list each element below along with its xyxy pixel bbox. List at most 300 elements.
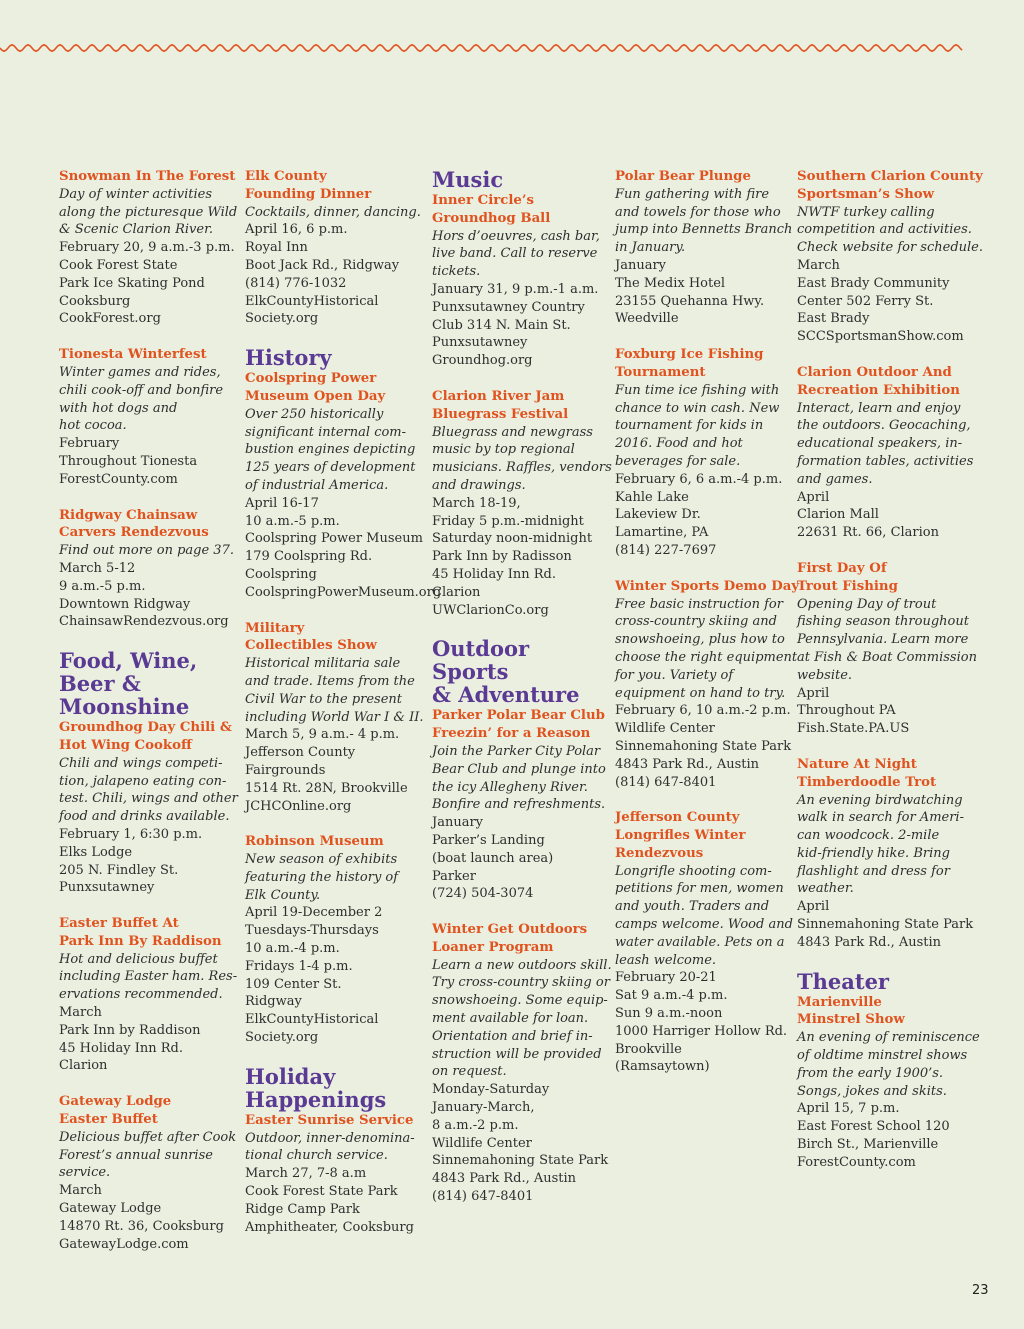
event-description-line: Join the Parker City Polar — [432, 743, 601, 759]
event-title-line: Winter Sports Demo Day — [615, 578, 800, 594]
event-detail-line: Cooksburg — [59, 293, 131, 309]
event-detail-line: Groundhog.org — [432, 353, 533, 369]
event-detail-line: 205 N. Findley St. — [59, 862, 179, 878]
event-detail-line: Sat 9 a.m.-4 p.m. — [615, 988, 728, 1004]
event-detail-line: 8 a.m.-2 p.m. — [432, 1117, 519, 1133]
event-entry — [245, 620, 424, 816]
event-detail-line: 23155 Quehanna Hwy. — [615, 293, 765, 309]
section-heading — [245, 1065, 417, 1111]
event-detail-line: Punxsutawney — [432, 335, 528, 351]
event-title-line: Founding Dinner — [245, 186, 372, 202]
event-title-line: Hot Wing Cookoff — [59, 737, 192, 753]
event-detail-line: March — [797, 257, 840, 273]
event-description-line: An evening birdwatching — [797, 792, 963, 808]
event-description-line: Pennsylvania. Learn more — [797, 632, 969, 648]
event-description-line: and youth. Traders and — [615, 899, 770, 915]
event-title-line: Recreation Exhibition — [797, 382, 960, 398]
event-detail-line: April — [797, 685, 830, 701]
event-description-line: Try cross-country skiing or — [432, 975, 610, 991]
section-heading — [245, 346, 417, 369]
event-detail-line: ElkCountyHistorical — [245, 1012, 379, 1028]
section-heading-line: Holiday — [245, 1063, 336, 1089]
event-detail-line: Society.org — [245, 311, 319, 327]
event-detail-line: Tuesdays-Thursdays — [245, 923, 379, 939]
event-description-line: along the picturesque Wild — [59, 204, 238, 220]
event-detail-line: Sinnemahoning State Park — [797, 917, 974, 933]
event-description-line: competition and activities. — [797, 222, 972, 238]
event-description-line: Free basic instruction for — [615, 596, 783, 612]
event-detail-line: Jefferson County — [245, 745, 356, 761]
event-description-line: and trade. Items from the — [245, 673, 415, 689]
event-description-line: hot cocoa. — [59, 418, 127, 434]
event-description-line: Day of winter activities — [59, 186, 213, 202]
event-detail-line: Kahle Lake — [615, 489, 689, 505]
event-detail-line: 9 a.m.-5 p.m. — [59, 578, 146, 594]
event-description-line: the icy Allegheny River. — [432, 779, 588, 795]
event-description-line: snowshoeing, plus how to — [615, 632, 785, 648]
event-title-line: Southern Clarion County — [797, 169, 983, 184]
event-detail-line: 4843 Park Rd., Austin — [432, 1171, 577, 1187]
event-title-line: Coolspring Power — [245, 371, 377, 387]
event-detail-line: February 20, 9 a.m.-3 p.m. — [59, 240, 235, 256]
event-detail-line: Saturday noon-midnight — [432, 531, 593, 547]
event-description-line: tournament for kids in — [615, 418, 764, 434]
event-description-line: tion, jalapeno eating con- — [59, 773, 227, 789]
event-detail-line: Park Inn by Raddison — [59, 1022, 201, 1038]
event-title-line: Trout Fishing — [797, 578, 898, 594]
event-detail-line: Birch St., Marienville — [797, 1137, 939, 1153]
event-entry — [59, 1093, 237, 1253]
event-description-line: & Scenic Clarion River. — [59, 222, 213, 238]
event-detail-line: Monday-Saturday — [432, 1082, 550, 1098]
event-detail-line: East Brady Community — [797, 275, 950, 291]
event-description-line: Bear Club and plunge into — [432, 761, 606, 777]
event-description-line: Fun time ice fishing with — [615, 382, 780, 398]
event-description-line: with hot dogs and — [59, 400, 178, 416]
event-description-line: educational speakers, in- — [797, 436, 963, 452]
event-description-line: Find out more on page 37. — [59, 543, 234, 559]
event-detail-line: (814) 647-8401 — [432, 1189, 534, 1205]
event-detail-line: SCCSportsmanShow.com — [797, 329, 964, 345]
event-detail-line: ElkCountyHistorical — [245, 293, 379, 309]
event-detail-line: March 5-12 — [59, 560, 136, 576]
event-detail-line: Elks Lodge — [59, 844, 133, 860]
event-title-line: Minstrel Show — [797, 1012, 905, 1028]
event-description-line: and drawings. — [432, 477, 526, 493]
event-detail-line: March 18-19, — [432, 495, 521, 511]
event-title-line: Museum Open Day — [245, 388, 386, 404]
event-description-line: Check website for schedule. — [797, 240, 984, 256]
section-heading-line: Music — [432, 167, 504, 192]
event-detail-line: ChainsawRendezvous.org — [59, 614, 229, 630]
event-title-line: Park Inn By Raddison — [59, 933, 222, 949]
event-detail-line: Fridays 1-4 p.m. — [245, 958, 353, 974]
event-column-5 — [797, 168, 984, 1190]
event-description-line: Hors d’oeuvres, cash bar, — [432, 228, 600, 244]
event-description-line: beverages for sale. — [615, 453, 741, 469]
event-description-line: of industrial America. — [245, 477, 389, 493]
event-detail-line: 179 Coolspring Rd. — [245, 549, 373, 565]
event-description-line: at Fish & Boat Commission — [797, 649, 977, 665]
section-heading-line: Food, Wine, — [59, 648, 198, 674]
event-detail-line: Punxsutawney — [59, 880, 155, 896]
section-heading-line: Beer & — [59, 671, 141, 697]
event-description-line: the outdoors. Geocaching, — [797, 418, 971, 434]
event-title-line: Groundhog Ball — [432, 210, 551, 226]
event-description-line: petitions for men, women — [615, 881, 784, 897]
event-detail-line: Ridgway — [245, 994, 302, 1010]
event-detail-line: Clarion — [432, 584, 481, 600]
event-detail-line: Friday 5 p.m.-midnight — [432, 513, 584, 529]
event-description-line: Delicious buffet after Cook — [59, 1129, 237, 1145]
event-detail-line: Lamartine, PA — [615, 525, 709, 541]
section-heading-line: Moonshine — [59, 694, 190, 720]
section-heading — [432, 637, 604, 706]
event-column-3 — [432, 167, 612, 1224]
event-description-line: on request. — [432, 1064, 507, 1080]
event-description-line: Cocktails, dinner, dancing. — [245, 204, 421, 220]
event-description-line: significant internal com- — [245, 424, 407, 440]
event-title-line: Longrifles Winter — [615, 828, 746, 844]
event-description-line: live band. Call to reserve — [432, 246, 598, 262]
event-description-line: Forest’s annual sunrise — [59, 1147, 213, 1163]
event-description-line: can woodcock. 2-mile — [797, 828, 940, 844]
event-title-line: Military — [245, 620, 305, 636]
event-description-line: choose the right equipment — [615, 649, 798, 665]
event-detail-line: Parker — [432, 868, 476, 884]
section-heading-line: Outdoor Sports — [432, 636, 530, 685]
event-description-line: website. — [797, 667, 853, 683]
event-description-line: Fun gathering with fire — [615, 186, 770, 202]
event-title-line: Easter Sunrise Service — [245, 1112, 414, 1128]
event-title-line: Elk County — [245, 169, 327, 184]
event-description-line: struction will be provided — [432, 1046, 602, 1062]
event-detail-line: Royal Inn — [245, 240, 308, 256]
event-detail-line: 10 a.m.-5 p.m. — [245, 513, 340, 529]
event-description-line: Historical militaria sale — [245, 656, 401, 672]
event-detail-line: February 20-21 — [615, 970, 717, 986]
event-description-line: formation tables, activities — [797, 453, 974, 469]
event-title-line: Groundhog Day Chili & — [59, 720, 232, 736]
event-title-line: Collectibles Show — [245, 638, 377, 654]
event-detail-line: GatewayLodge.com — [59, 1236, 189, 1252]
event-detail-line: Coolspring — [245, 566, 317, 582]
decorative-wave-border — [0, 30, 1024, 60]
event-detail-line: April 16-17 — [245, 495, 319, 511]
event-detail-line: March — [59, 1183, 102, 1199]
event-description-line: Hot and delicious buffet — [59, 951, 218, 967]
event-description-line: from the early 1900’s. — [797, 1065, 944, 1081]
event-entry — [432, 921, 612, 1206]
event-entry — [59, 719, 238, 897]
event-entry — [59, 346, 231, 488]
event-detail-line: The Medix Hotel — [615, 275, 726, 291]
event-title-line: Easter Buffet At — [59, 916, 179, 932]
event-description-line: featuring the history of — [245, 869, 399, 885]
event-title-line: Sportsman’s Show — [797, 186, 935, 202]
event-description-line: tickets. — [432, 264, 481, 280]
event-detail-line: February — [59, 436, 120, 452]
event-detail-line: Wildlife Center — [432, 1135, 532, 1151]
event-description-line: New season of exhibits — [245, 852, 398, 868]
event-detail-line: Ridge Camp Park — [245, 1201, 360, 1217]
event-description-line: Elk County. — [245, 887, 321, 903]
event-detail-line: (Ramsaytown) — [615, 1059, 710, 1075]
event-description-line: flashlight and dress for — [797, 863, 950, 879]
event-detail-line: ForestCounty.com — [59, 471, 178, 487]
event-detail-line: Wildlife Center — [615, 721, 715, 737]
event-detail-line: April 19-December 2 — [245, 905, 383, 921]
event-title-line: Freezin’ for a Reason — [432, 726, 591, 742]
event-description-line: snowshoeing. Some equip- — [432, 993, 608, 1009]
event-title-line: Nature At Night — [797, 756, 917, 772]
event-description-line: Outdoor, inner-denomina- — [245, 1130, 415, 1146]
event-entry — [797, 364, 974, 542]
event-description-line: cross-country skiing and — [615, 614, 777, 630]
event-detail-line: Throughout PA — [797, 703, 896, 719]
event-title-line: Marienville — [797, 994, 882, 1010]
event-description-line: Songs, jokes and skits. — [797, 1083, 947, 1099]
event-entry — [245, 1112, 417, 1237]
event-description-line: weather. — [797, 881, 854, 897]
event-detail-line: ForestCounty.com — [797, 1154, 916, 1170]
event-description-line: music by top regional — [432, 442, 575, 458]
event-detail-line: Coolspring Power Museum — [245, 531, 423, 547]
event-description-line: in January. — [615, 240, 686, 256]
event-detail-line: Boot Jack Rd., Ridgway — [245, 257, 400, 273]
event-title-line: Tournament — [615, 364, 706, 380]
event-detail-line: April 16, 6 p.m. — [245, 222, 348, 238]
event-detail-line: CookForest.org — [59, 311, 161, 327]
event-entry — [432, 192, 604, 370]
event-description-line: bustion engines depicting — [245, 442, 416, 458]
event-description-line: Bonfire and refreshments. — [432, 797, 606, 813]
event-description-line: and towels for those who — [615, 204, 781, 220]
event-column-2 — [245, 168, 442, 1254]
section-heading-line: & Adventure — [432, 682, 580, 708]
event-description-line: Learn a new outdoors skill. — [432, 957, 612, 973]
event-entry — [432, 388, 612, 619]
event-detail-line: Lakeview Dr. — [615, 507, 701, 523]
event-detail-line: Park Inn by Radisson — [432, 549, 572, 565]
event-description-line: leash welcome. — [615, 952, 717, 968]
event-detail-line: (814) 647-8401 — [615, 774, 717, 790]
event-detail-line: 22631 Rt. 66, Clarion — [797, 525, 939, 541]
event-description-line: including World War I & II. — [245, 709, 424, 725]
event-description-line: jump into Bennetts Branch — [615, 222, 793, 238]
section-heading — [797, 970, 969, 993]
event-detail-line: January — [615, 257, 667, 273]
event-detail-line: March 5, 9 a.m.- 4 p.m. — [245, 727, 400, 743]
section-heading-line: Happenings — [245, 1086, 387, 1112]
event-description-line: walk in search for Ameri- — [797, 810, 964, 826]
event-title-line: Carvers Rendezvous — [59, 525, 209, 541]
event-title-line: Clarion River Jam — [432, 388, 565, 404]
event-detail-line: UWClarionCo.org — [432, 602, 549, 618]
event-entry — [797, 168, 984, 346]
event-title-line: Winter Get Outdoors — [432, 922, 588, 938]
event-detail-line: January 31, 9 p.m.-1 a.m. — [432, 281, 599, 297]
event-detail-line: February 6, 6 a.m.-4 p.m. — [615, 471, 783, 487]
event-description-line: test. Chili, wings and other — [59, 791, 238, 807]
event-entry — [615, 168, 793, 328]
event-description-line: tional church service. — [245, 1148, 388, 1164]
event-detail-line: 10 a.m.-4 p.m. — [245, 941, 340, 957]
event-detail-line: Sinnemahoning State Park — [432, 1153, 609, 1169]
event-entry — [615, 809, 793, 1076]
event-description-line: Interact, learn and enjoy — [797, 400, 961, 416]
event-title-line: Tionesta Winterfest — [59, 347, 207, 363]
event-entry — [615, 578, 800, 792]
event-description-line: Winter games and rides, — [59, 364, 221, 380]
event-description-line: food and drinks available. — [59, 809, 230, 825]
event-description-line: NWTF turkey calling — [797, 204, 935, 220]
event-detail-line: Throughout Tionesta — [59, 453, 198, 469]
event-description-line: fishing season throughout — [797, 614, 969, 630]
event-detail-line: 1000 Harriger Hollow Rd. — [615, 1023, 788, 1039]
event-description-line: musicians. Raffles, vendors — [432, 460, 612, 476]
event-entry — [245, 370, 442, 601]
event-description-line: 2016. Food and hot — [615, 436, 743, 452]
event-description-line: and games. — [797, 471, 873, 487]
event-title-line: Gateway Lodge — [59, 1094, 172, 1110]
event-detail-line: Fairgrounds — [245, 762, 326, 778]
event-description-line: Longrifle shooting com- — [615, 863, 772, 879]
event-title-line: Timberdoodle Trot — [797, 774, 937, 790]
event-detail-line: Cook Forest State Park — [245, 1184, 398, 1200]
event-title-line: Rendezvous — [615, 845, 704, 861]
event-detail-line: 1514 Rt. 28N, Brookville — [245, 780, 408, 796]
event-column-4 — [615, 168, 800, 1094]
event-detail-line: East Brady — [797, 311, 870, 327]
event-detail-line: Sinnemahoning State Park — [615, 738, 792, 754]
event-description-line: including Easter ham. Res- — [59, 969, 238, 985]
event-entry — [59, 507, 234, 632]
event-title-line: Inner Circle’s — [432, 193, 535, 208]
event-detail-line: April — [797, 899, 830, 915]
event-detail-line: 14870 Rt. 36, Cooksburg — [59, 1218, 224, 1234]
event-description-line: Civil War to the present — [245, 691, 403, 707]
event-entry — [245, 168, 421, 328]
event-title-line: First Day Of — [797, 560, 887, 576]
event-entry — [615, 346, 787, 560]
section-heading-line: History — [245, 345, 332, 371]
event-description-line: ervations recommended. — [59, 987, 223, 1003]
event-detail-line: 45 Holiday Inn Rd. — [432, 566, 556, 582]
event-detail-line: Society.org — [245, 1030, 319, 1046]
event-detail-line: February 6, 10 a.m.-2 p.m. — [615, 703, 791, 719]
event-description-line: Opening Day of trout — [797, 596, 937, 612]
event-detail-line: Downtown Ridgway — [59, 596, 191, 612]
event-title-line: Snowman In The Forest — [59, 169, 236, 184]
event-detail-line: CoolspringPowerMuseum.org — [245, 584, 442, 600]
event-detail-line: JCHCOnline.org — [245, 798, 352, 814]
event-entry — [59, 168, 238, 328]
event-detail-line: (724) 504-3074 — [432, 886, 534, 902]
event-entry — [797, 994, 980, 1172]
event-description-line: Orientation and brief in- — [432, 1028, 593, 1044]
event-detail-line: Center 502 Ferry St. — [797, 293, 934, 309]
event-description-line: water available. Pets on a — [615, 934, 785, 950]
event-detail-line: 109 Center St. — [245, 976, 342, 992]
section-heading — [432, 168, 604, 191]
event-title-line: Loaner Program — [432, 939, 554, 955]
event-title-line: Bluegrass Festival — [432, 406, 569, 422]
event-detail-line: Amphitheater, Cooksburg — [245, 1219, 414, 1235]
event-entry — [797, 756, 974, 952]
event-description-line: chili cook-off and bonfire — [59, 382, 224, 398]
section-heading-line: Theater — [797, 968, 889, 994]
event-title-line: Polar Bear Plunge — [615, 169, 751, 184]
event-detail-line: East Forest School 120 — [797, 1119, 950, 1135]
event-description-line: camps welcome. Wood and — [615, 917, 793, 933]
event-entry — [59, 915, 238, 1075]
event-detail-line: Weedville — [615, 311, 679, 327]
event-description-line: Over 250 historically — [245, 406, 384, 422]
event-detail-line: Parker’s Landing — [432, 832, 545, 848]
event-title-line: Easter Buffet — [59, 1112, 158, 1128]
event-description-line: of oldtime minstrel shows — [797, 1048, 968, 1064]
event-detail-line: Club 314 N. Main St. — [432, 317, 571, 333]
event-detail-line: April 15, 7 p.m. — [797, 1101, 900, 1117]
event-title-line: Parker Polar Bear Club — [432, 708, 605, 724]
event-detail-line: March 27, 7-8 a.m — [245, 1166, 367, 1182]
event-entry — [432, 707, 604, 903]
section-heading — [59, 649, 231, 718]
event-description-line: kid-friendly hike. Bring — [797, 845, 950, 861]
event-description-line: Chili and wings competi- — [59, 755, 223, 771]
event-column-1 — [59, 168, 238, 1271]
event-detail-line: Fish.State.PA.US — [797, 721, 910, 737]
event-detail-line: Gateway Lodge — [59, 1201, 162, 1217]
event-detail-line: 4843 Park Rd., Austin — [615, 756, 760, 772]
event-detail-line: Park Ice Skating Pond — [59, 275, 205, 291]
event-title-line: Ridgway Chainsaw — [59, 507, 198, 523]
event-detail-line: January-March, — [432, 1100, 535, 1116]
page-number: 23 — [972, 1283, 989, 1298]
event-entry — [245, 833, 417, 1047]
event-description-line: An evening of reminiscence — [797, 1030, 980, 1046]
event-detail-line: (boat launch area) — [432, 850, 554, 866]
event-title-line: Foxburg Ice Fishing — [615, 347, 764, 363]
event-detail-line: 45 Holiday Inn Rd. — [59, 1040, 183, 1056]
event-detail-line: Sun 9 a.m.-noon — [615, 1006, 723, 1022]
event-description-line: Bluegrass and newgrass — [432, 424, 593, 440]
event-description-line: equipment on hand to try. — [615, 685, 786, 701]
event-description-line: 125 years of development — [245, 460, 416, 476]
event-description-line: for you. Variety of — [615, 667, 734, 683]
event-description-line: service. — [59, 1165, 111, 1181]
event-detail-line: February 1, 6:30 p.m. — [59, 826, 203, 842]
event-title-line: Clarion Outdoor And — [797, 364, 952, 380]
event-detail-line: April — [797, 489, 830, 505]
event-title-line: Robinson Museum — [245, 834, 384, 850]
event-description-line: ment available for loan. — [432, 1011, 589, 1027]
event-detail-line: Punxsutawney Country — [432, 299, 585, 315]
event-detail-line: Clarion — [59, 1058, 108, 1074]
event-detail-line: (814) 776-1032 — [245, 275, 347, 291]
event-description-line: chance to win cash. New — [615, 400, 780, 416]
event-detail-line: March — [59, 1005, 102, 1021]
event-detail-line: Brookville — [615, 1041, 682, 1057]
event-entry — [797, 560, 977, 738]
event-title-line: Jefferson County — [615, 810, 740, 826]
event-detail-line: Clarion Mall — [797, 507, 879, 523]
event-detail-line: Cook Forest State — [59, 257, 178, 273]
event-detail-line: (814) 227-7697 — [615, 542, 717, 558]
event-detail-line: 4843 Park Rd., Austin — [797, 934, 942, 950]
event-detail-line: January — [432, 815, 484, 831]
